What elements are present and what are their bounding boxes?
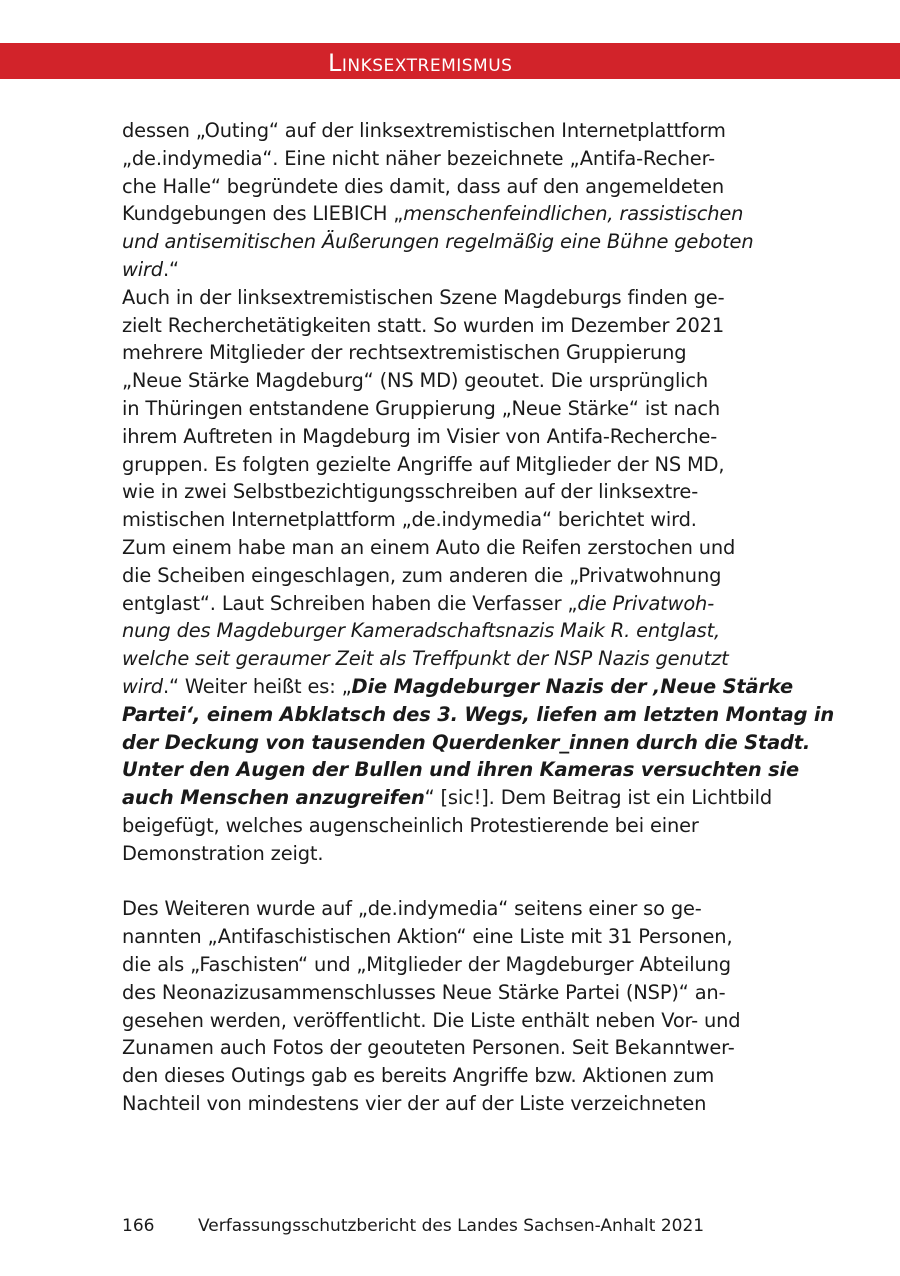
text-line	[122, 284, 782, 312]
text-run: ihrem Auftreten in Magdeburg im Visier von Antifa-Recherche-	[122, 424, 718, 448]
text-run: wie in zwei Selbstbezichtigungsschreiben auf der linksextre-	[122, 480, 699, 504]
text-run: che Halle“ begründete dies damit, dass auf den angemeldeten	[122, 174, 724, 198]
italic-quote: wird	[122, 257, 163, 281]
text-run: beigefügt, welches augenscheinlich Protestierende bei einer	[122, 813, 699, 837]
text-run: dessen „Outing“ auf der linksextremistischen Internetplattform	[122, 119, 726, 142]
text-line	[122, 423, 782, 451]
text-run: mehrere Mitglieder der rechtsextremistischen Gruppierung	[122, 341, 687, 365]
text-line	[122, 979, 782, 1007]
text-line	[122, 951, 782, 979]
bold-italic-quote: Die Magdeburger Nazis der ‚Neue Stärke	[351, 674, 793, 698]
bold-italic-quote: auch Menschen anzugreifen	[122, 786, 425, 810]
text-line	[122, 451, 782, 479]
text-line	[122, 173, 782, 201]
text-run: die als „Faschisten“ und „Mitglieder der Magdeburger Abteilung	[122, 952, 731, 976]
paragraph-break	[122, 868, 782, 896]
text-run: gruppen. Es folgten gezielte Angriffe auf Mitglieder der NS MD,	[122, 452, 725, 476]
text-line	[122, 1062, 782, 1090]
text-line	[122, 395, 782, 423]
italic-quote: die Privatwoh-	[577, 591, 715, 615]
text-run: Zunamen auch Fotos der geouteten Personen. Seit Bekanntwer-	[122, 1036, 735, 1060]
body-text	[122, 117, 835, 1118]
text-run: Zum einem habe man an einem Auto die Reifen zerstochen und	[122, 535, 736, 559]
text-line	[122, 617, 782, 645]
bold-italic-quote: Unter den Augen der Bullen und ihren Kameras versuchten sie	[122, 758, 800, 782]
text-line	[122, 729, 811, 757]
text-line	[122, 923, 782, 951]
text-run: den dieses Outings gab es bereits Angriffe bzw. Aktionen zum	[122, 1064, 715, 1088]
text-line	[122, 1034, 782, 1062]
text-line	[122, 478, 782, 506]
bold-italic-quote: Partei‘, einem Abklatsch des 3. Wegs, liefen am letzten Montag in	[122, 702, 835, 726]
text-run: in Thüringen entstandene Gruppierung „Neue Stärke“ ist nach	[122, 396, 721, 420]
text-run: Kundgebungen des LIEBICH „	[122, 202, 404, 226]
text-line	[122, 812, 782, 840]
text-line	[122, 339, 782, 367]
text-line	[122, 590, 782, 618]
text-line	[122, 534, 782, 562]
text-run: entglast“. Laut Schreiben haben die Verfasser „	[122, 591, 578, 615]
text-run: .“ Weiter heißt es: „	[162, 674, 352, 698]
text-run: „de.indymedia“. Eine nicht näher bezeichnete „Antifa-Recher-	[122, 146, 716, 170]
text-run: Demonstration zeigt.	[122, 841, 324, 865]
text-line	[122, 562, 782, 590]
text-line	[122, 228, 782, 256]
italic-quote: menschenfeindlichen, rassistischen	[403, 202, 744, 226]
text-run: mistischen Internetplattform „de.indymedia“ berichtet wird.	[122, 508, 697, 532]
bold-italic-quote: der Deckung von tausenden Querdenker_innen durch die Stadt.	[122, 730, 811, 754]
text-run: Auch in der linksextremistischen Szene Magdeburgs finden ge-	[122, 285, 725, 309]
italic-quote: welche seit geraumer Zeit als Treffpunkt der NSP Nazis genutzt	[122, 647, 729, 671]
text-run: .“	[162, 257, 179, 281]
text-line	[122, 200, 782, 228]
text-run: zielt Recherchetätigkeiten statt. So wurden im Dezember 2021	[122, 313, 725, 337]
text-line	[122, 367, 782, 395]
text-run: nannten „Antifaschistischen Aktion“ eine Liste mit 31 Personen,	[122, 925, 733, 949]
italic-quote: nung des Magdeburger Kameradschaftsnazis Maik R. entglast,	[122, 619, 721, 643]
text-run: des Neonazizusammenschlusses Neue Stärke Partei (NSP)“ an-	[122, 980, 726, 1004]
text-line	[122, 506, 782, 534]
text-line	[122, 701, 835, 729]
text-line	[122, 145, 782, 173]
text-run: die Scheiben eingeschlagen, zum anderen die „Privatwohnung	[122, 563, 722, 587]
text-line	[122, 1090, 782, 1118]
page-number: 166	[122, 1216, 155, 1236]
page-footer	[122, 1214, 704, 1238]
text-line	[122, 784, 782, 812]
text-line	[122, 256, 782, 284]
text-line	[122, 840, 782, 868]
text-line	[122, 1007, 782, 1035]
text-line	[122, 673, 793, 701]
italic-quote: und antisemitischen Äußerungen regelmäßig eine Bühne geboten	[122, 230, 754, 254]
text-run: „Neue Stärke Magdeburg“ (NS MD) geoutet. Die ursprünglich	[122, 369, 709, 393]
text-line	[122, 895, 782, 923]
text-run: “ [sic!]. Dem Beitrag ist ein Lichtbild	[424, 786, 772, 810]
text-run: gesehen werden, veröffentlicht. Die Liste enthält neben Vor- und	[122, 1008, 741, 1032]
publication-title: Verfassungsschutzbericht des Landes Sachsen-Anhalt 2021	[198, 1216, 705, 1236]
italic-quote: wird	[122, 674, 163, 698]
text-run: Nachteil von mindestens vier der auf der Liste verzeichneten	[122, 1091, 707, 1115]
text-line	[122, 312, 782, 340]
text-line	[122, 756, 800, 784]
text-line	[122, 645, 782, 673]
section-title: Linksextremismus	[328, 49, 513, 77]
text-run: Des Weiteren wurde auf „de.indymedia“ seitens einer so ge-	[122, 897, 702, 921]
text-line	[122, 117, 782, 145]
